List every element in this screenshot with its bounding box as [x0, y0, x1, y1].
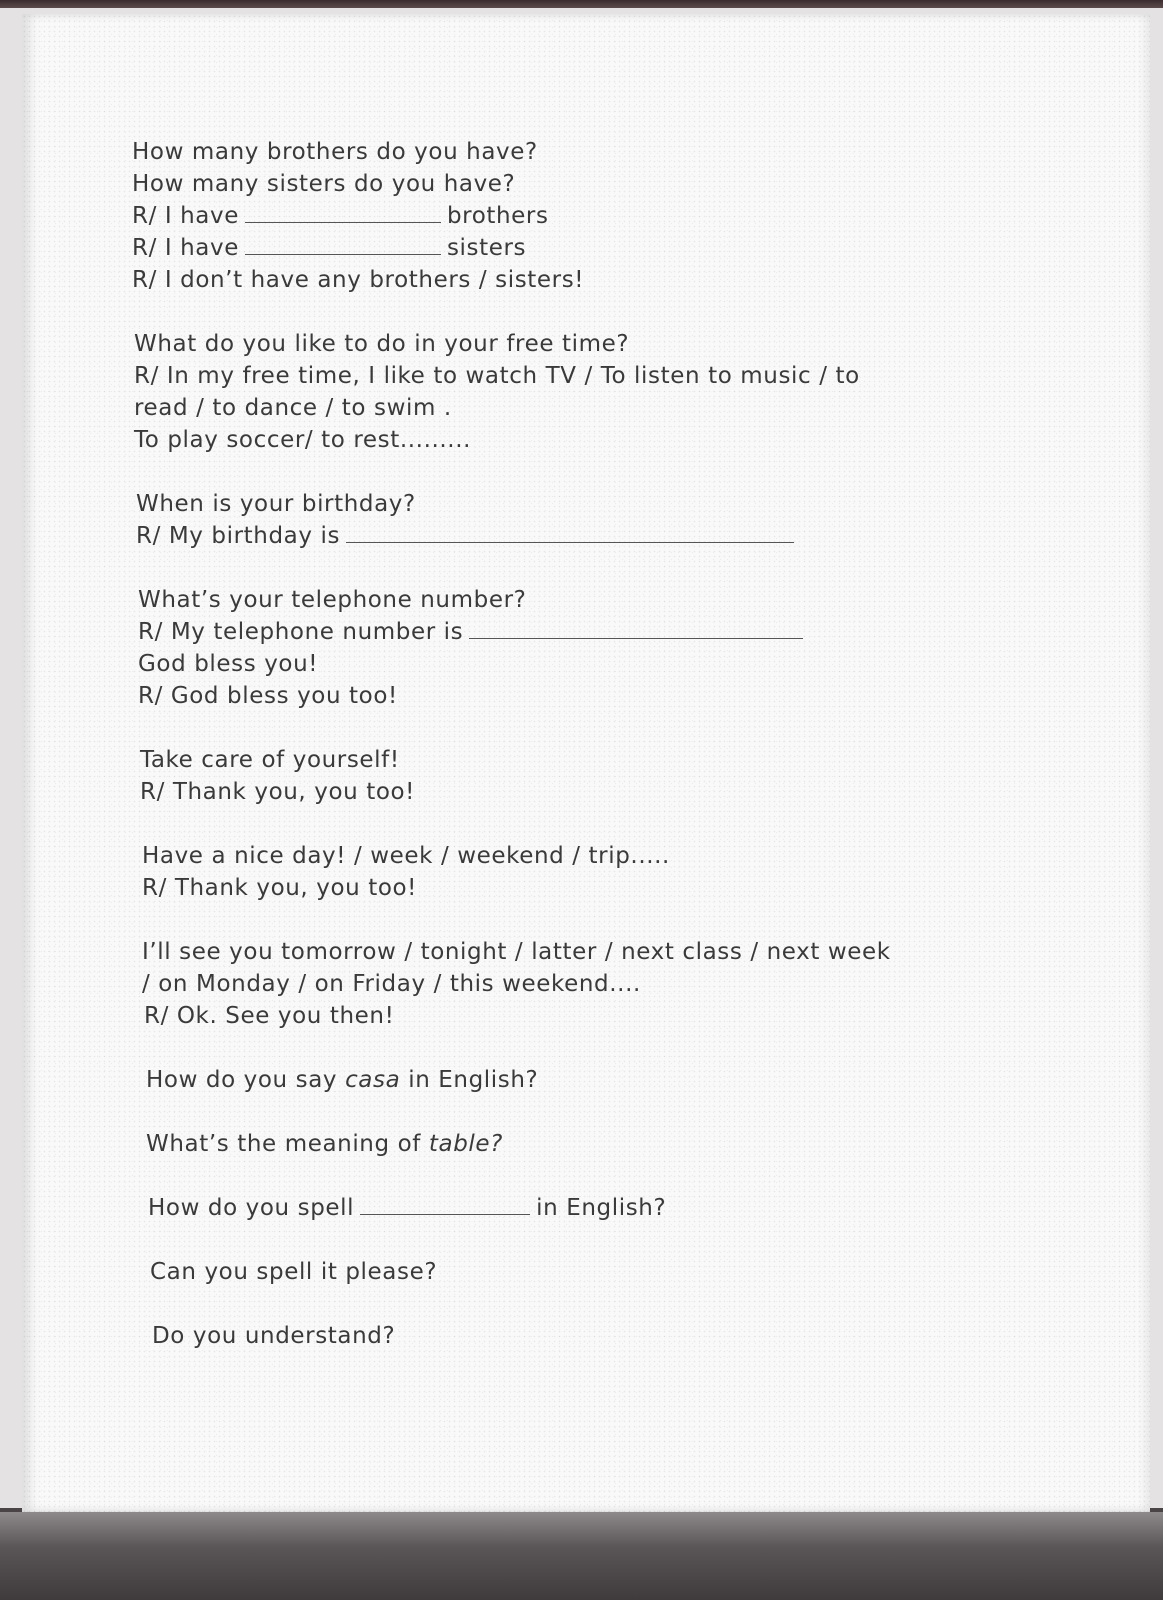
phrase-nice-day: Have a nice day! / week / weekend / trip..... — [142, 843, 670, 869]
answer-free-time-1: R/ In my free time, I like to watch TV / To listen to music / to — [134, 363, 860, 389]
question-meaning — [146, 1128, 503, 1160]
sisters-blank — [245, 234, 441, 255]
answer-brothers-prefix: R/ I have — [132, 203, 239, 229]
question-sisters: How many sisters do you have? — [132, 171, 516, 197]
how-say-word: casa — [345, 1067, 401, 1093]
phrase-god-bless: God bless you! — [138, 651, 319, 677]
answer-birthday — [136, 520, 800, 552]
question-understand: Do you understand? — [152, 1323, 396, 1349]
brothers-blank — [245, 202, 441, 223]
answer-telephone — [138, 616, 809, 648]
how-say-prefix: How do you say — [146, 1067, 338, 1093]
scan-bottom-edge — [0, 1512, 1163, 1600]
spell-blank — [360, 1194, 530, 1215]
question-telephone: What’s your telephone number? — [138, 587, 527, 613]
answer-brothers-suffix: brothers — [446, 203, 549, 229]
answer-sisters — [132, 232, 526, 264]
how-spell-prefix: How do you spell — [148, 1195, 355, 1221]
answer-no-siblings: R/ I don’t have any brothers / sisters! — [132, 267, 585, 293]
question-birthday: When is your birthday? — [136, 491, 416, 517]
how-spell-suffix: in English? — [536, 1195, 667, 1221]
answer-birthday-prefix: R/ My birthday is — [136, 523, 341, 549]
phrase-take-care: Take care of yourself! — [140, 747, 400, 773]
answer-see-you: R/ Ok. See you then! — [144, 1003, 395, 1029]
question-brothers: How many brothers do you have? — [132, 139, 538, 165]
answer-free-time-2: read / to dance / to swim . — [134, 395, 452, 421]
question-spell-it: Can you spell it please? — [150, 1259, 438, 1285]
answer-sisters-suffix: sisters — [446, 235, 527, 261]
phrase-see-you-2: / on Monday / on Friday / this weekend.... — [142, 971, 641, 997]
answer-take-care: R/ Thank you, you too! — [140, 779, 416, 805]
answer-free-time-3: To play soccer/ to rest......... — [134, 427, 472, 453]
telephone-blank — [469, 618, 803, 639]
meaning-word: table? — [428, 1131, 503, 1157]
question-how-say — [146, 1064, 538, 1096]
meaning-prefix: What’s the meaning of — [146, 1131, 421, 1157]
answer-telephone-prefix: R/ My telephone number is — [138, 619, 464, 645]
birthday-blank — [346, 522, 794, 543]
phrase-see-you-1: I’ll see you tomorrow / tonight / latter / next class / next week — [142, 939, 891, 965]
answer-sisters-prefix: R/ I have — [132, 235, 239, 261]
question-free-time: What do you like to do in your free time? — [134, 331, 630, 357]
how-say-suffix: in English? — [408, 1067, 539, 1093]
answer-god-bless: R/ God bless you too! — [138, 683, 398, 709]
question-how-spell — [148, 1192, 666, 1224]
answer-brothers — [132, 200, 549, 232]
answer-nice-day: R/ Thank you, you too! — [142, 875, 418, 901]
